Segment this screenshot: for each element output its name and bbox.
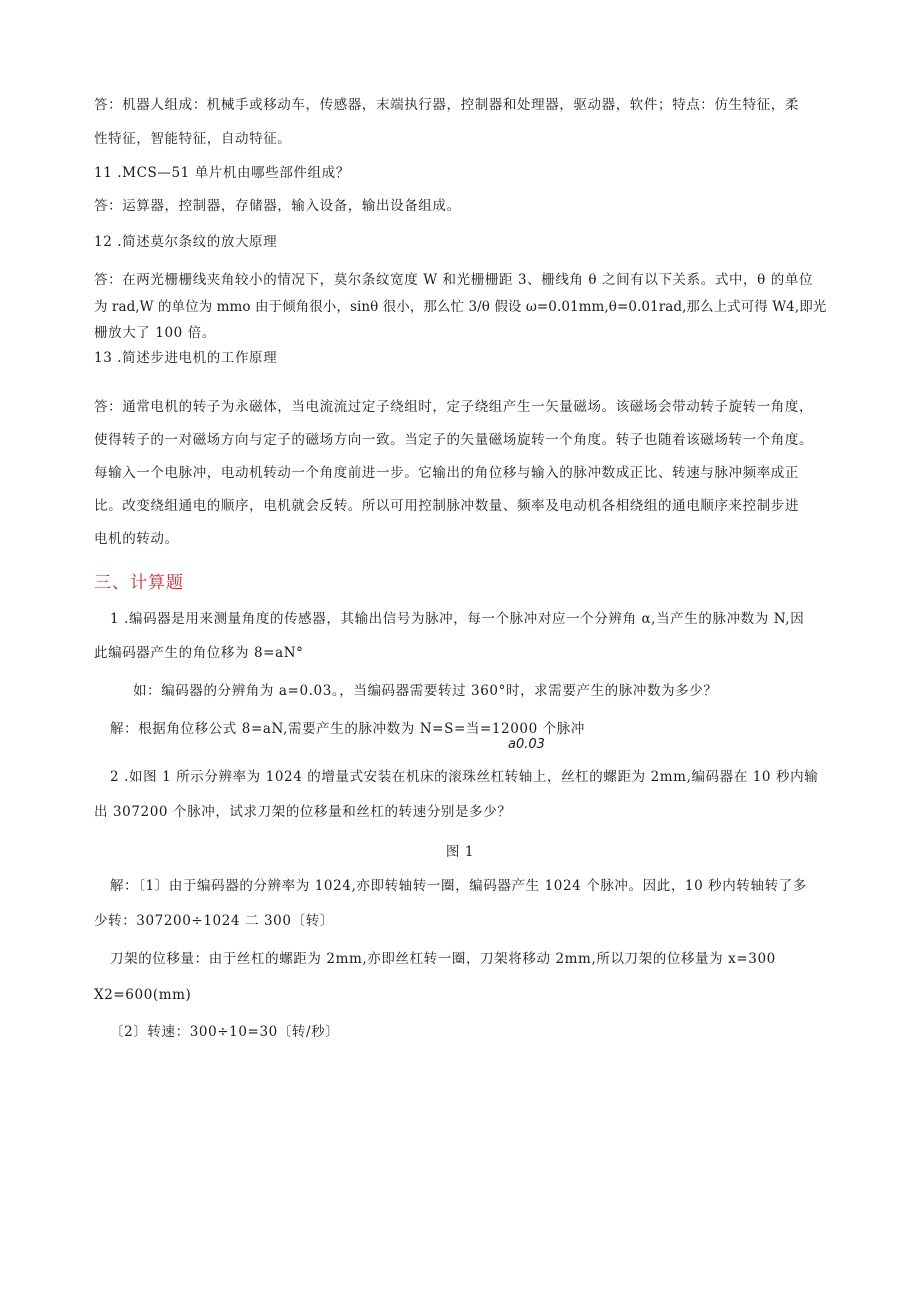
question-12: 12 .简述莫尔条纹的放大原理 (94, 234, 278, 250)
answer-12-line-1: 答：在两光栅栅线夹角较小的情况下，莫尔条纹宽度 W 和光栅栅距 3、栅线角 θ 之间有以下关系。式中，θ 的单位 (94, 272, 814, 288)
question-13: 13 .简述步进电机的工作原理 (94, 350, 278, 366)
formula-denominator: a0.03 (508, 737, 545, 752)
problem-2-line-2: 出 307200 个脉冲，试求刀架的位移量和丝杠的转速分别是多少？ (94, 804, 512, 820)
problem-1-line-1: 1 .编码器是用来测量角度的传感器，其输出信号为脉冲，每一个脉冲对应一个分辨角 α,当产生的脉冲数为 N,因 (110, 611, 805, 627)
answer-13-line-2: 使得转子的一对磁场方向与定子的磁场方向一致。当定子的矢量磁场旋转一个角度。转子也随着该磁场转一个角度。 (94, 432, 814, 448)
answer-12-line-3: 栅放大了 100 倍。 (94, 325, 216, 341)
answer-12-line-2: 为 rad,W 的单位为 mmo 由于倾角很小，sinθ 很小，那么忙 3/θ 假设 ω=0.01mm,θ=0.01rad,那么上式可得 W4,即光 (94, 299, 827, 315)
problem-1-example: 如：编码器的分辨角为 a=0.03。，当编码器需要转过 360°时，求需要产生的脉冲数为多少？ (133, 683, 718, 699)
section-heading-calculation: 三、计算题 (94, 573, 184, 593)
question-11: 11 .MCS—51 单片机由哪些部件组成？ (94, 165, 350, 181)
answer-robot-composition-line-2: 性特征，智能特征，自动特征。 (94, 131, 292, 147)
problem-2-speed: 〔2〕转速：300÷10=30〔转/秒〕 (110, 1024, 340, 1040)
problem-2-line-1: 2 .如图 1 所示分辨率为 1024 的增量式安装在机床的滚珠丝杠转轴上，丝杠的螺距为 2mm,编码器在 10 秒内输 (110, 769, 819, 785)
answer-13-line-3: 每输入一个电脉冲，电动机转动一个角度前进一步。它输出的角位移与输入的脉冲数成正比、转速与脉冲频率成正 (94, 465, 799, 481)
problem-1-solution: 解：根据角位移公式 8=aN,需要产生的脉冲数为 N=S=当=12000 个脉冲 (110, 721, 586, 737)
answer-13-line-5: 电机的转动。 (94, 531, 179, 547)
figure-1-caption: 图 1 (445, 844, 475, 860)
answer-robot-composition-line-1: 答：机器人组成：机械手或移动车，传感器，末端执行器，控制器和处理器，驱动器，软件；特点：仿生特征，柔 (94, 97, 799, 113)
problem-2-displacement-line-1: 刀架的位移量：由于丝杠的螺距为 2mm,亦即丝杠转一圈，刀架将移动 2mm,所以刀架的位移量为 x=300 (110, 951, 776, 967)
problem-2-solution-line-2: 少转：307200÷1024 二 300〔转〕 (94, 913, 334, 929)
problem-2-displacement-line-2: X2=600(mm) (94, 987, 192, 1003)
problem-2-solution-line-1: 解：〔1〕由于编码器的分辨率为 1024,亦即转轴转一圈，编码器产生 1024 个脉冲。因此，10 秒内转轴转了多 (110, 878, 807, 894)
answer-13-line-1: 答：通常电机的转子为永磁体，当电流流过定子绕组时，定子绕组产生一矢量磁场。该磁场会带动转子旋转一角度， (94, 399, 814, 415)
problem-1-line-2: 此编码器产生的角位移为 8=aN° (94, 645, 304, 661)
answer-13-line-4: 比。改变绕组通电的顺序，电机就会反转。所以可用控制脉冲数量、频率及电动机各相绕组的通电顺序来控制步进 (94, 498, 799, 514)
answer-11: 答：运算器，控制器，存储器，输入设备，输出设备组成。 (94, 198, 461, 214)
